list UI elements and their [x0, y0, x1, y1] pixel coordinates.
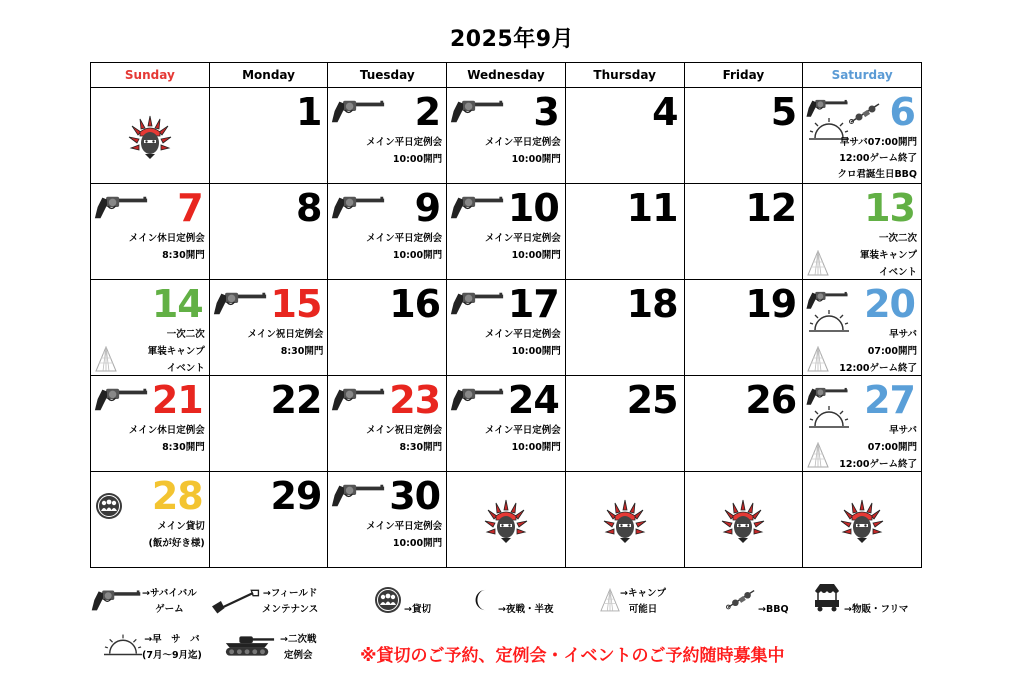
day-number: 13: [864, 186, 915, 230]
day-number: 2: [414, 90, 441, 134]
day-cell-29: [209, 472, 328, 568]
revolver-icon: [330, 96, 386, 126]
day-number: 1: [295, 90, 322, 134]
sunrise-icon: [104, 634, 142, 656]
day-cell-23: [328, 376, 447, 472]
week-row-1: [91, 88, 922, 184]
legend-charter: →貸切: [404, 604, 431, 615]
revolver-icon: [805, 96, 849, 120]
day-cell-1: [209, 88, 328, 184]
legend-camp: →キャンプ 可能日: [620, 588, 666, 615]
chief-headdress-icon: [484, 496, 528, 544]
day-number: 5: [770, 90, 797, 134]
event-text: メイン平日定例会 10:00開門: [485, 137, 561, 165]
day-number: 29: [270, 474, 322, 518]
revolver-icon: [330, 480, 386, 510]
day-number: 19: [745, 282, 797, 326]
day-number: 4: [652, 90, 678, 134]
revolver-icon: [805, 288, 849, 312]
tent-icon: [600, 588, 620, 612]
day-cell-26: [684, 376, 803, 472]
day-number: 30: [389, 474, 441, 518]
event-text: メイン祝日定例会 8:30開門: [247, 329, 324, 357]
day-number: 22: [270, 378, 322, 422]
day-cell-13: [803, 184, 922, 280]
week-row-3: [91, 280, 922, 376]
event-text: メイン平日定例会 10:00開門: [366, 233, 443, 261]
weekday-thursday: Thursday: [565, 63, 684, 88]
day-number: 15: [270, 282, 322, 326]
legend-field: →フィールド メンテナンス: [262, 588, 319, 615]
revolver-icon: [93, 384, 149, 414]
day-cell-27: [803, 376, 922, 472]
day-cell-8: [209, 184, 328, 280]
revolver-icon: [330, 384, 386, 414]
bbq-skewer-icon: [726, 588, 756, 610]
day-cell-9: [328, 184, 447, 280]
legend-survival: →サバイバル ゲーム: [142, 588, 197, 615]
revolver-icon: [90, 586, 142, 614]
calendar-grid: [90, 62, 922, 568]
day-number: 8: [295, 186, 322, 230]
week-row-4: [91, 376, 922, 472]
event-text: メイン平日定例会 10:00開門: [366, 137, 443, 165]
legend-early: →早 サ バ (7月〜9月迄): [142, 634, 202, 661]
event-text: メイン平日定例会 10:00開門: [366, 521, 443, 549]
day-number: 26: [745, 378, 797, 422]
crescent-moon-icon: [470, 588, 494, 612]
tent-icon: [807, 250, 829, 276]
event-text: 早サバ 07:00開門 12:00ゲーム終了: [839, 425, 917, 470]
day-number: 28: [151, 474, 203, 518]
tent-icon: [95, 346, 117, 372]
weekday-monday: Monday: [209, 63, 328, 88]
day-number: 11: [626, 186, 678, 230]
day-cell-empty: [565, 472, 684, 568]
calendar-title: 2025年9月: [449, 27, 575, 52]
day-cell-24: [447, 376, 566, 472]
tank-icon: [222, 632, 276, 658]
day-cell-5: [684, 88, 803, 184]
day-number: 23: [389, 378, 441, 422]
day-cell-21: [91, 376, 210, 472]
chief-headdress-icon: [128, 112, 172, 160]
weekday-tuesday: Tuesday: [328, 63, 447, 88]
chief-headdress-icon: [603, 496, 647, 544]
day-cell-20: [803, 280, 922, 376]
day-number: 6: [889, 90, 915, 134]
chief-headdress-icon: [721, 496, 765, 544]
revolver-icon: [449, 288, 505, 318]
day-cell-28: [91, 472, 210, 568]
day-number: 16: [389, 282, 441, 326]
day-number: 20: [864, 282, 915, 326]
day-cell-12: [684, 184, 803, 280]
weekday-header-row: [91, 63, 922, 88]
day-cell-19: [684, 280, 803, 376]
weekday-friday: Friday: [684, 63, 803, 88]
day-number: 25: [626, 378, 678, 422]
day-number: 3: [533, 90, 559, 134]
day-cell-11: [565, 184, 684, 280]
food-stall-icon: [812, 582, 842, 612]
revolver-icon: [330, 192, 386, 222]
event-text: メイン休日定例会 8:30開門: [128, 233, 205, 261]
event-text: 一次二次 軍装キャンプ イベント: [147, 329, 205, 374]
tent-icon: [807, 442, 829, 468]
revolver-icon: [212, 288, 268, 318]
event-text: メイン平日定例会 10:00開門: [485, 329, 561, 357]
day-cell-25: [565, 376, 684, 472]
event-text: メイン貸切 (飯が好き様): [148, 521, 205, 549]
day-cell-2: [328, 88, 447, 184]
day-cell-10: [447, 184, 566, 280]
day-cell-3: [447, 88, 566, 184]
event-text: メイン休日定例会 8:30開門: [128, 425, 205, 453]
weekday-wednesday: Wednesday: [447, 63, 566, 88]
day-number: 10: [507, 186, 559, 230]
day-cell-14: [91, 280, 210, 376]
chief-headdress-icon: [840, 496, 884, 544]
tent-icon: [807, 346, 829, 372]
day-cell-empty: [684, 472, 803, 568]
revolver-icon: [805, 384, 849, 408]
booking-notice: ※貸切のご予約、定例会・イベントのご予約随時募集中: [360, 646, 785, 666]
day-cell-empty: [803, 472, 922, 568]
event-text: メイン平日定例会 10:00開門: [485, 425, 561, 453]
day-cell-6: [803, 88, 922, 184]
day-number: 12: [745, 186, 797, 230]
day-number: 24: [507, 378, 559, 422]
group-icon: [374, 586, 402, 614]
day-number: 7: [177, 186, 203, 230]
event-text: メイン平日定例会 10:00開門: [485, 233, 561, 261]
weekday-sunday: Sunday: [91, 63, 210, 88]
legend-ww2: →二次戦 定例会: [280, 634, 317, 661]
event-text: メイン祝日定例会 8:30開門: [366, 425, 443, 453]
event-text: 一次二次 軍装キャンプ イベント: [859, 233, 917, 278]
day-cell-7: [91, 184, 210, 280]
day-cell-15: [209, 280, 328, 376]
weekday-saturday: Saturday: [803, 63, 922, 88]
bbq-skewer-icon: [849, 102, 881, 124]
shovel-icon: [212, 588, 262, 614]
revolver-icon: [449, 384, 505, 414]
day-number: 18: [626, 282, 678, 326]
legend-night: →夜戦・半夜: [498, 604, 554, 615]
day-cell-4: [565, 88, 684, 184]
day-cell-18: [565, 280, 684, 376]
day-cell-22: [209, 376, 328, 472]
revolver-icon: [449, 192, 505, 222]
day-cell-30: [328, 472, 447, 568]
day-number: 9: [414, 186, 441, 230]
week-row-5: [91, 472, 922, 568]
revolver-icon: [449, 96, 505, 126]
day-number: 27: [864, 378, 915, 422]
legend-bbq: →BBQ: [758, 604, 789, 615]
day-number: 21: [151, 378, 203, 422]
revolver-icon: [93, 192, 149, 222]
day-cell-empty: [91, 88, 210, 184]
event-text: 早サバ07:00開門 12:00ゲーム終了 クロ君誕生日BBQ: [837, 137, 917, 180]
day-number: 14: [151, 282, 203, 326]
legend-shop: →物販・フリマ: [844, 604, 909, 615]
day-cell-empty: [447, 472, 566, 568]
day-number: 17: [507, 282, 559, 326]
group-icon: [95, 492, 123, 520]
day-cell-17: [447, 280, 566, 376]
week-row-2: [91, 184, 922, 280]
day-cell-16: [328, 280, 447, 376]
event-text: 早サバ 07:00開門 12:00ゲーム終了: [839, 329, 917, 374]
